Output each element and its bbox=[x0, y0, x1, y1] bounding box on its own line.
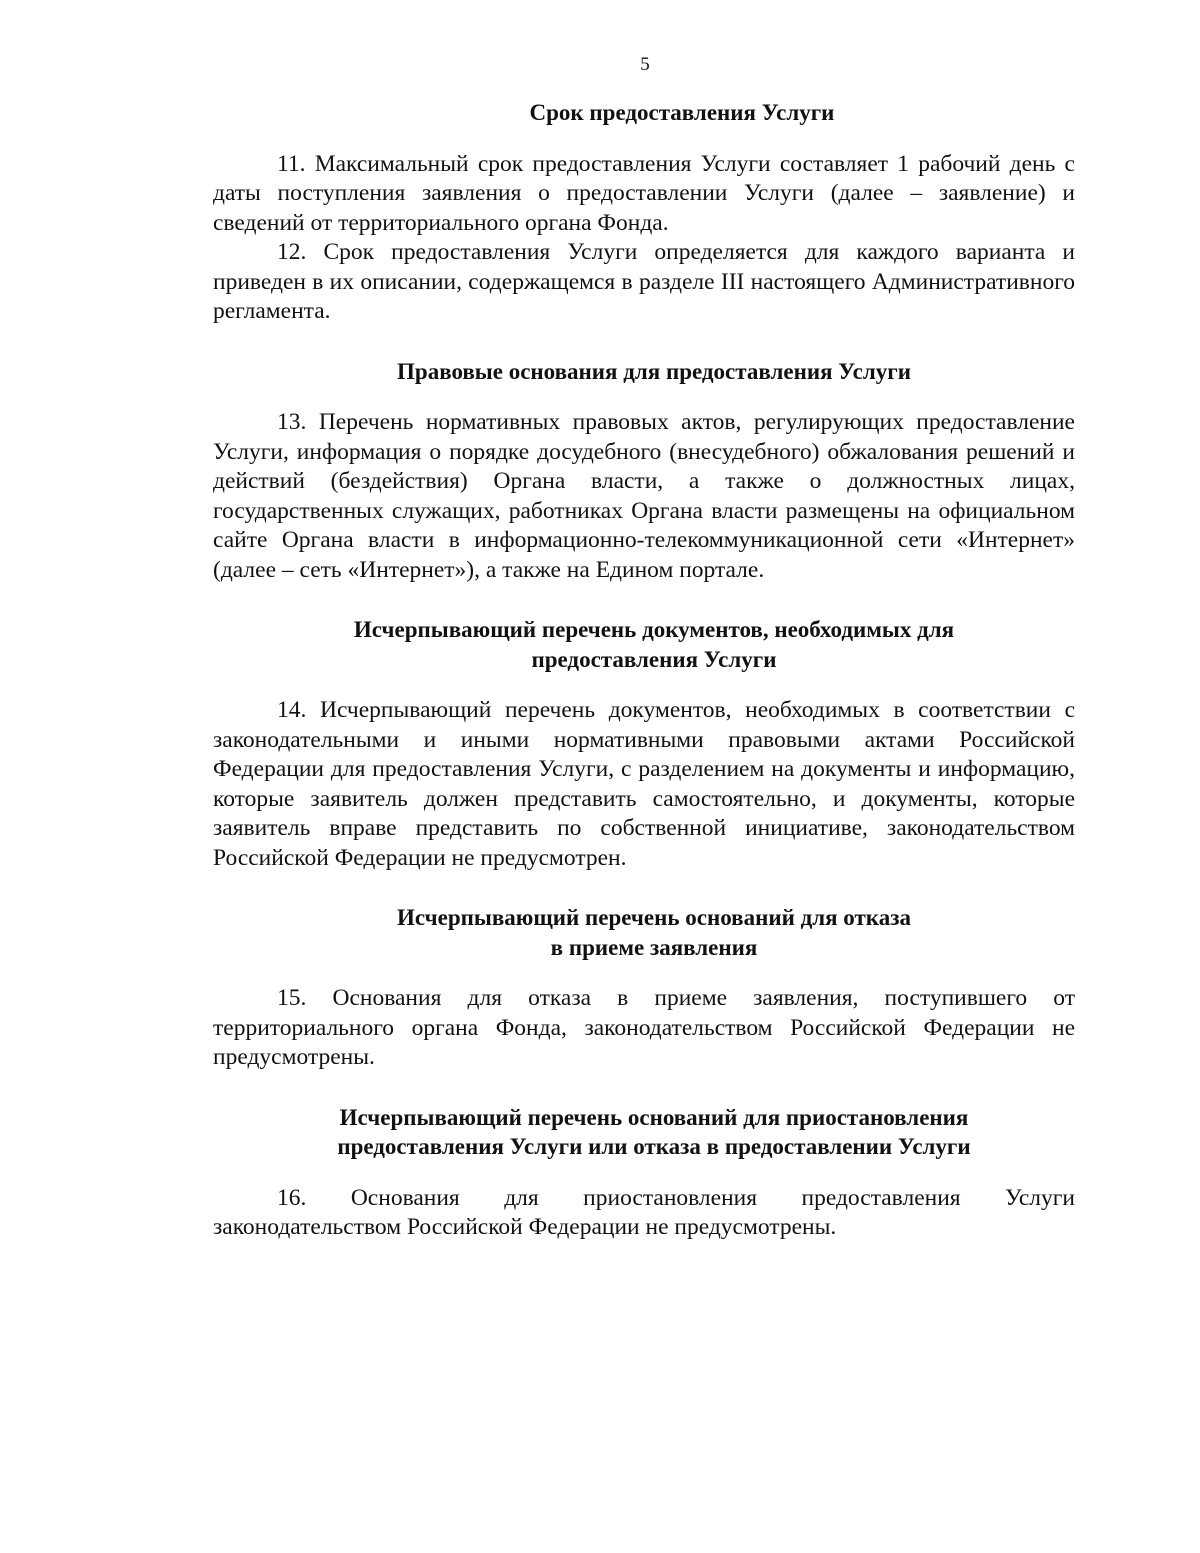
paragraph-15: 15. Основания для отказа в приеме заявления, поступившего от территориального органа Фонда, законодательством Российской Федерации не предусмотрены. bbox=[213, 985, 1075, 1070]
section-heading bbox=[251, 98, 1113, 128]
page-number: 5 bbox=[640, 54, 650, 75]
paragraph-14: 14. Исчерпывающий перечень документов, необходимых в соответствии с законодательными и иными нормативными правовыми актами Российской Федерации для предоставления Услуги, с разделением на документы и информацию, которые заявитель должен представить самостоятельно, и документы, которые заявитель вправе представить по собственной инициативе, законодательством Российской Федерации не предусмотрен. bbox=[213, 697, 1075, 871]
paragraph-12: 12. Срок предоставления Услуги определяется для каждого варианта и приведен в их описании, содержащемся в разделе III настоящего Административного регламента. bbox=[213, 239, 1075, 324]
section-legal-basis bbox=[213, 357, 1075, 586]
heading-line: Исчерпывающий перечень оснований для приостановления bbox=[339, 1104, 969, 1130]
heading-line: предоставления Услуги bbox=[531, 646, 777, 672]
section-term bbox=[213, 98, 1075, 327]
section-heading bbox=[223, 357, 1085, 387]
paragraph-13: 13. Перечень нормативных правовых актов, регулирующих предоставление Услуги, информация о порядке досудебного (внесудебного) обжалования решений и действий (бездействия) Органа власти, а также о должностных лицах, государственных служащих, работниках Органа власти размещены на официальном сайте Органа власти в информационно-телекоммуникационной сети «Интернет» (далее – сеть «Интернет»), а также на Едином портале. bbox=[213, 409, 1075, 583]
heading-line: Исчерпывающий перечень оснований для отказа bbox=[397, 905, 911, 930]
paragraph-16: 16. Основания для приостановления предоставления Услуги законодательством Российской Федерации не предусмотрены. bbox=[213, 1184, 1075, 1240]
section-suspension-grounds bbox=[213, 1103, 1075, 1243]
heading-line: предоставления Услуги или отказа в предоставлении Услуги bbox=[337, 1134, 971, 1159]
heading-line: Исчерпывающий перечень документов, необходимых для bbox=[353, 617, 955, 642]
heading-line: Срок предоставления Услуги bbox=[529, 100, 835, 125]
section-heading bbox=[223, 903, 1085, 962]
section-documents bbox=[213, 615, 1075, 873]
section-heading bbox=[223, 615, 1085, 674]
paragraph-11: 11. Максимальный срок предоставления Услуги составляет 1 рабочий день с даты поступления заявления о предоставлении Услуги (далее – заявление) и сведений от территориального органа Фонда. bbox=[213, 150, 1075, 236]
document-body bbox=[213, 98, 1075, 1243]
heading-line: Правовые основания для предоставления Услуги bbox=[397, 358, 911, 384]
heading-line: в приеме заявления bbox=[550, 934, 758, 960]
section-heading bbox=[223, 1103, 1085, 1162]
section-refusal-grounds bbox=[213, 903, 1075, 1073]
